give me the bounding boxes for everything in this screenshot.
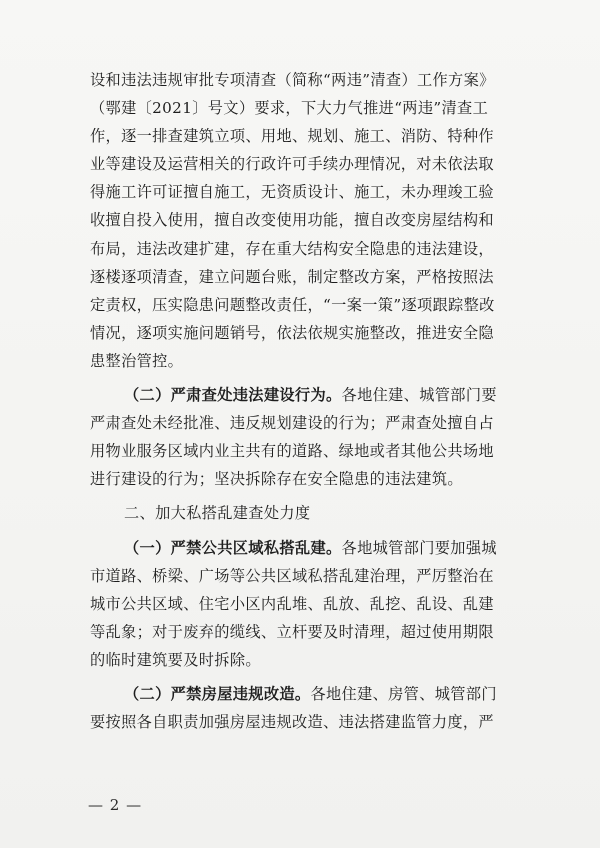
section-paragraph-start — [90, 534, 520, 562]
section-heading: （二）严肃查处违法建设行为。 — [124, 386, 342, 405]
text-line: 等乱象；对于废弃的缆线、立杆要及时清理，超过使用期限 — [90, 622, 494, 641]
section-heading: （二）严禁房屋违规改造。 — [124, 684, 311, 703]
section-text: 各地住建、房管、城管部门 — [310, 684, 497, 703]
body-text — [90, 66, 520, 736]
text-line: 患整治管控。 — [90, 351, 184, 370]
text-line: 得施工许可证擅自施工，无资质设计、施工，未办理竣工验 — [90, 183, 494, 202]
text-line: 定责权，压实隐患问题整改责任，“一案一策”逐项跟踪整改 — [90, 295, 495, 314]
section-paragraph-start — [90, 381, 520, 409]
text-line: （鄂建〔2021〕号文）要求，下大力气推进“两违”清查工 — [90, 99, 489, 118]
text-line: 收擅自投入使用，擅自改变使用功能，擅自改变房屋结构和 — [90, 211, 494, 230]
text-line: 用物业服务区域内业主共有的道路、绿地或者其他公共场地 — [90, 442, 494, 461]
text-line: 城市公共区域、住宅小区内乱堆、乱放、乱挖、乱设、乱建 — [90, 594, 494, 613]
section-text: 各地住建、城管部门要 — [341, 386, 497, 405]
text-line: 设和违法违规审批专项清查（简称“两违”清查）工作方案》 — [90, 71, 495, 89]
text-line: 情况，逐项实施问题销号，依法依规实施整改，推进安全隐 — [90, 323, 494, 342]
text-line: 进行建设的行为；坚决拆除存在安全隐患的违法建筑。 — [90, 470, 463, 489]
section-paragraph-start — [90, 680, 520, 708]
text-line: 市道路、桥梁、广场等公共区域私搭乱建治理，严厉整治在 — [90, 566, 494, 585]
text-line: 逐楼逐项清查，建立问题台账，制定整改方案，严格按照法 — [90, 267, 494, 286]
section-text: 各地城管部门要加强城 — [341, 538, 497, 557]
text-line: 要按照各自职责加强房屋违规改造、违法搭建监管力度，严 — [90, 713, 494, 732]
section-heading: （一）严禁公共区域私搭乱建。 — [124, 538, 342, 557]
text-line: 严肃查处未经批准、违反规划建设的行为；严肃查处擅自占 — [90, 414, 494, 433]
text-line: 作，逐一排查建筑立项、用地、规划、施工、消防、特种作 — [90, 127, 494, 146]
text-line: 布局，违法改建扩建，存在重大结构安全隐患的违法建设， — [90, 239, 494, 258]
text-line: 业等建设及运营相关的行政许可手续办理情况，对未依法取 — [90, 155, 494, 174]
page-number: — 2 — — [88, 796, 143, 814]
part-title: 二、加大私搭乱建查处力度 — [124, 504, 311, 523]
text-line: 的临时建筑要及时拆除。 — [90, 650, 261, 669]
